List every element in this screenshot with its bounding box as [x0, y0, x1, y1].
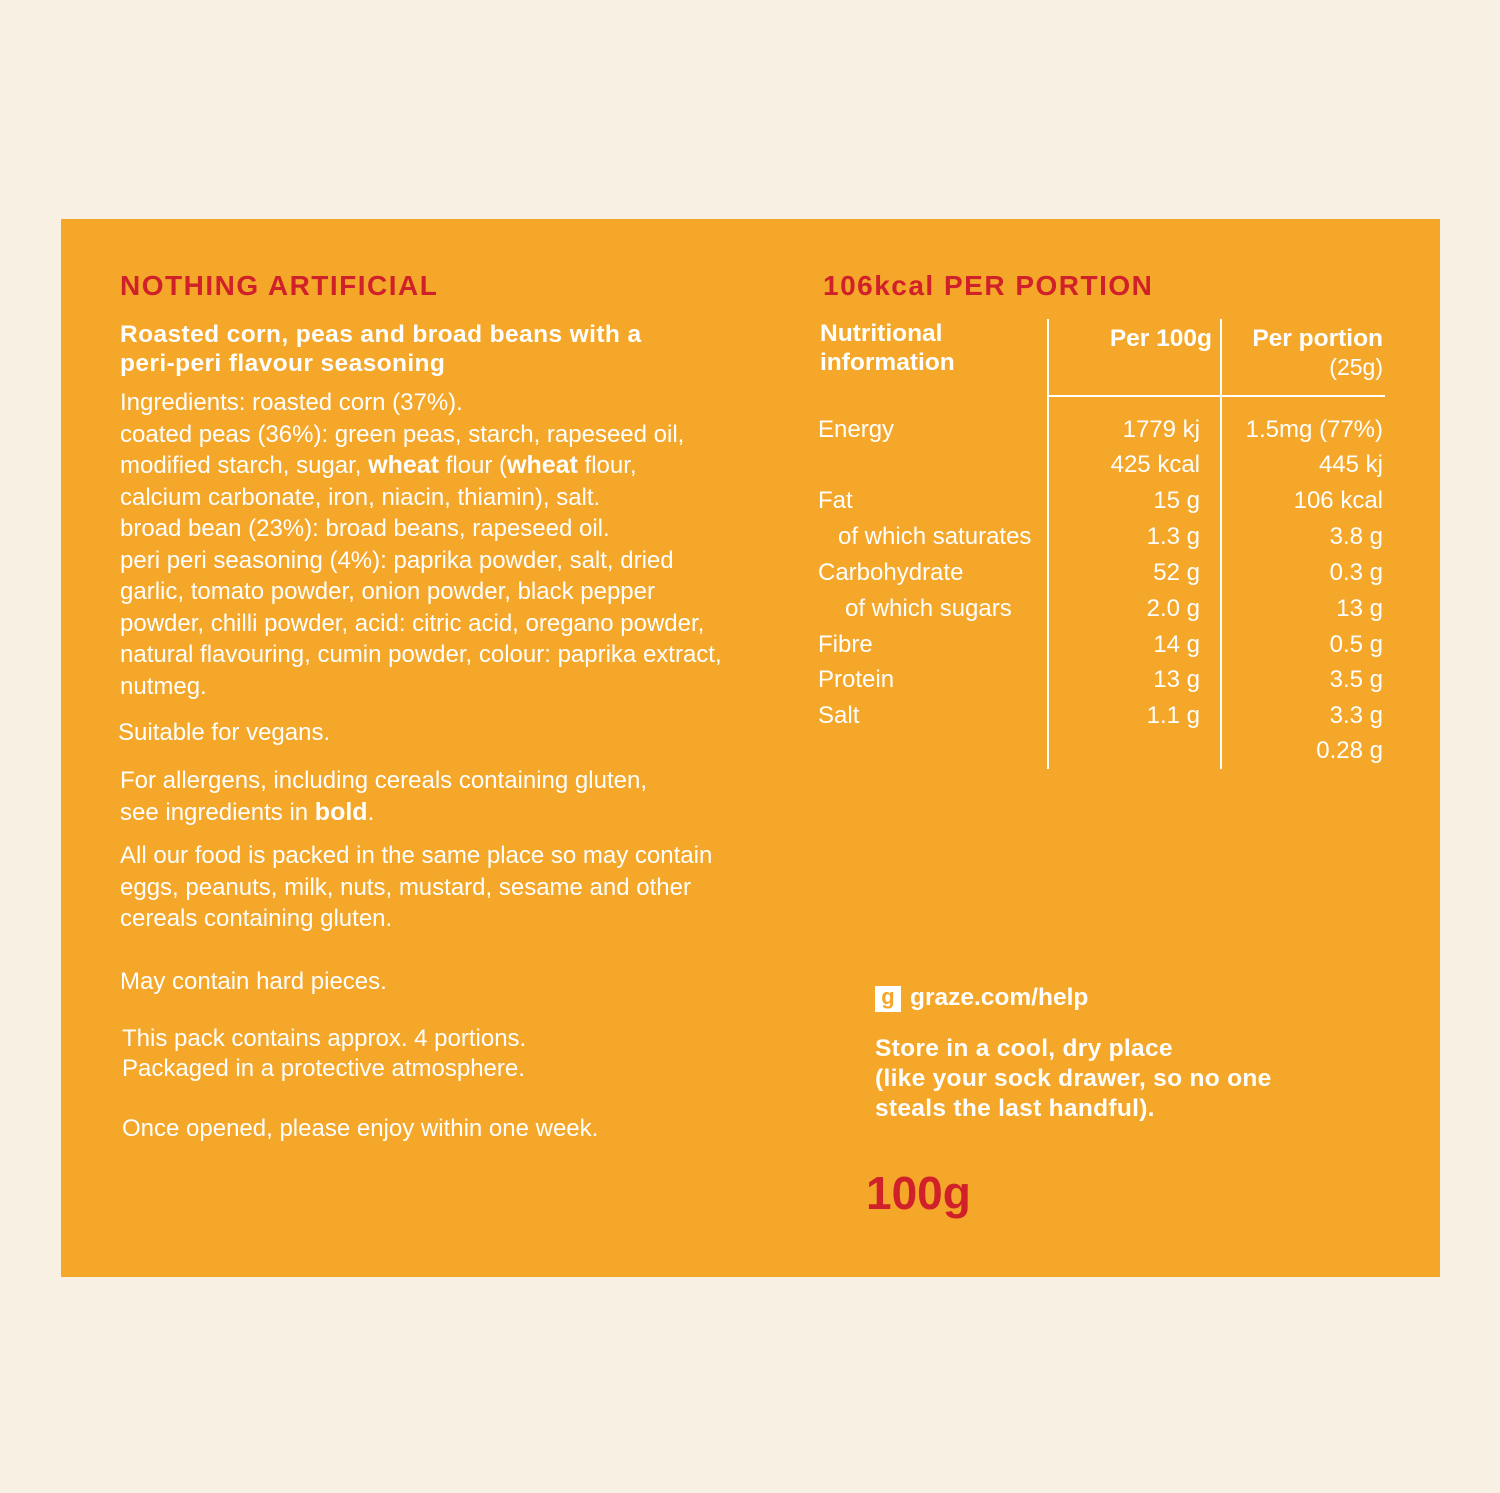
per-100g-value: 1779 kj: [1122, 416, 1200, 443]
allergen-line: [120, 797, 647, 829]
nutrient-label: of which sugars: [845, 595, 1012, 622]
per-portion-value: 0.3 g: [1329, 559, 1383, 586]
packed-line: All our food is packed in the same place so may contain: [120, 842, 713, 869]
ingredients-text: flour,: [577, 452, 637, 479]
portions-line: This pack contains approx. 4 portions.: [122, 1025, 527, 1052]
product-line-1: Roasted corn, peas and broad beans with a: [120, 321, 642, 348]
ingredients-line: calcium carbonate, iron, niacin, thiamin), salt.: [120, 483, 601, 511]
per-portion-header: Per portion: [1252, 325, 1383, 352]
nutrient-label: of which saturates: [838, 523, 1032, 550]
per-100g-value: 14 g: [1153, 631, 1200, 658]
per-100g-value: 15 g: [1153, 487, 1200, 514]
packed-line: cereals containing gluten.: [120, 905, 393, 932]
nutrition-header-line: information: [820, 349, 955, 376]
per-portion-value: 13 g: [1336, 595, 1383, 622]
allergen-line: For allergens, including cereals containing gluten,: [120, 767, 647, 794]
graze-logo-icon: g: [875, 986, 901, 1012]
allergen-text: .: [367, 798, 375, 826]
per-portion-value: 0.5 g: [1329, 631, 1383, 658]
portions-note: [122, 1024, 526, 1084]
ingredients-line: nutmeg.: [120, 672, 207, 700]
kcal-per-portion-heading: 106kcal PER PORTION: [823, 270, 1154, 301]
ingredients-line: garlic, tomato powder, onion powder, black pepper: [120, 578, 655, 605]
nutrient-label: Fat: [818, 487, 853, 514]
nutrient-label: Protein: [818, 666, 895, 693]
per-portion-value: 0.28 g: [1316, 737, 1383, 764]
ingredients-line: peri peri seasoning (4%): paprika powder, salt, dried: [120, 546, 674, 574]
product-line-2: peri-peri flavour seasoning: [120, 350, 446, 377]
nothing-artificial-heading: NOTHING ARTIFICIAL: [120, 270, 439, 301]
ingredients-line: [120, 450, 722, 482]
ingredients-text: flour (: [438, 452, 507, 479]
nutrient-label: Carbohydrate: [818, 559, 964, 586]
ingredients-line: powder, chilli powder, acid: citric acid, oregano powder,: [120, 609, 705, 637]
storage-line: Store in a cool, dry place: [875, 1035, 1173, 1062]
table-divider: [1220, 319, 1222, 769]
nutrient-label: Salt: [818, 702, 860, 729]
per-100g-value: 52 g: [1153, 559, 1200, 586]
once-opened-note: Once opened, please enjoy within one week.: [122, 1115, 599, 1142]
per-100g-value: 1.1 g: [1146, 702, 1200, 729]
hard-pieces-note: May contain hard pieces.: [120, 968, 387, 995]
portions-line: Packaged in a protective atmosphere.: [122, 1055, 525, 1082]
table-divider: [1047, 319, 1049, 769]
help-url: graze.com/help: [910, 984, 1089, 1011]
allergen-bold: bold: [314, 797, 368, 826]
vegan-note: Suitable for vegans.: [118, 719, 331, 746]
table-header-rule: [1047, 395, 1385, 397]
per-100g-value: 13 g: [1153, 666, 1200, 693]
packed-note: [120, 840, 712, 935]
ingredients-line: coated peas (36%): green peas, starch, rapeseed oil,: [120, 420, 685, 448]
allergen-bold: wheat: [368, 451, 439, 479]
storage-line: (like your sock drawer, so no one: [875, 1065, 1272, 1092]
allergen-bold: wheat: [507, 451, 578, 479]
allergen-text: see ingredients in: [120, 798, 315, 826]
storage-instructions: [875, 1034, 1272, 1124]
storage-line: steals the last handful).: [875, 1095, 1155, 1122]
allergen-note: [120, 765, 647, 828]
ingredients-line: natural flavouring, cumin powder, colour: paprika extract,: [120, 641, 722, 668]
ingredients-text: modified starch, sugar,: [120, 452, 369, 479]
per-portion-value: 3.8 g: [1329, 523, 1383, 550]
ingredients-line: broad bean (23%): broad beans, rapeseed oil.: [120, 515, 610, 542]
per-portion-value: 1.5mg (77%): [1245, 416, 1383, 443]
nutrient-label: Fibre: [818, 631, 873, 658]
per-portion-value: 106 kcal: [1293, 487, 1383, 514]
packed-line: eggs, peanuts, milk, nuts, mustard, sesame and other: [120, 873, 691, 901]
ingredients-line: Ingredients: roasted corn (37%).: [120, 389, 463, 416]
ingredients-list: [120, 387, 722, 702]
help-link: [875, 984, 1088, 1012]
per-portion-value: 445 kj: [1318, 451, 1383, 478]
net-weight: 100g: [866, 1167, 971, 1219]
portion-size: (25g): [1329, 354, 1383, 380]
per-portion-value: 3.3 g: [1329, 702, 1383, 729]
nutrient-label: Energy: [818, 416, 895, 443]
per-100g-header: Per 100g: [1109, 325, 1212, 352]
per-100g-value: 1.3 g: [1146, 523, 1200, 550]
product-description: [120, 320, 642, 378]
per-portion-value: 3.5 g: [1329, 666, 1383, 693]
per-100g-value: 2.0 g: [1146, 595, 1200, 622]
per-100g-value: 425 kcal: [1110, 451, 1200, 478]
nutrition-label-header: [820, 319, 955, 377]
nutrition-header-line: Nutritional: [820, 320, 943, 347]
